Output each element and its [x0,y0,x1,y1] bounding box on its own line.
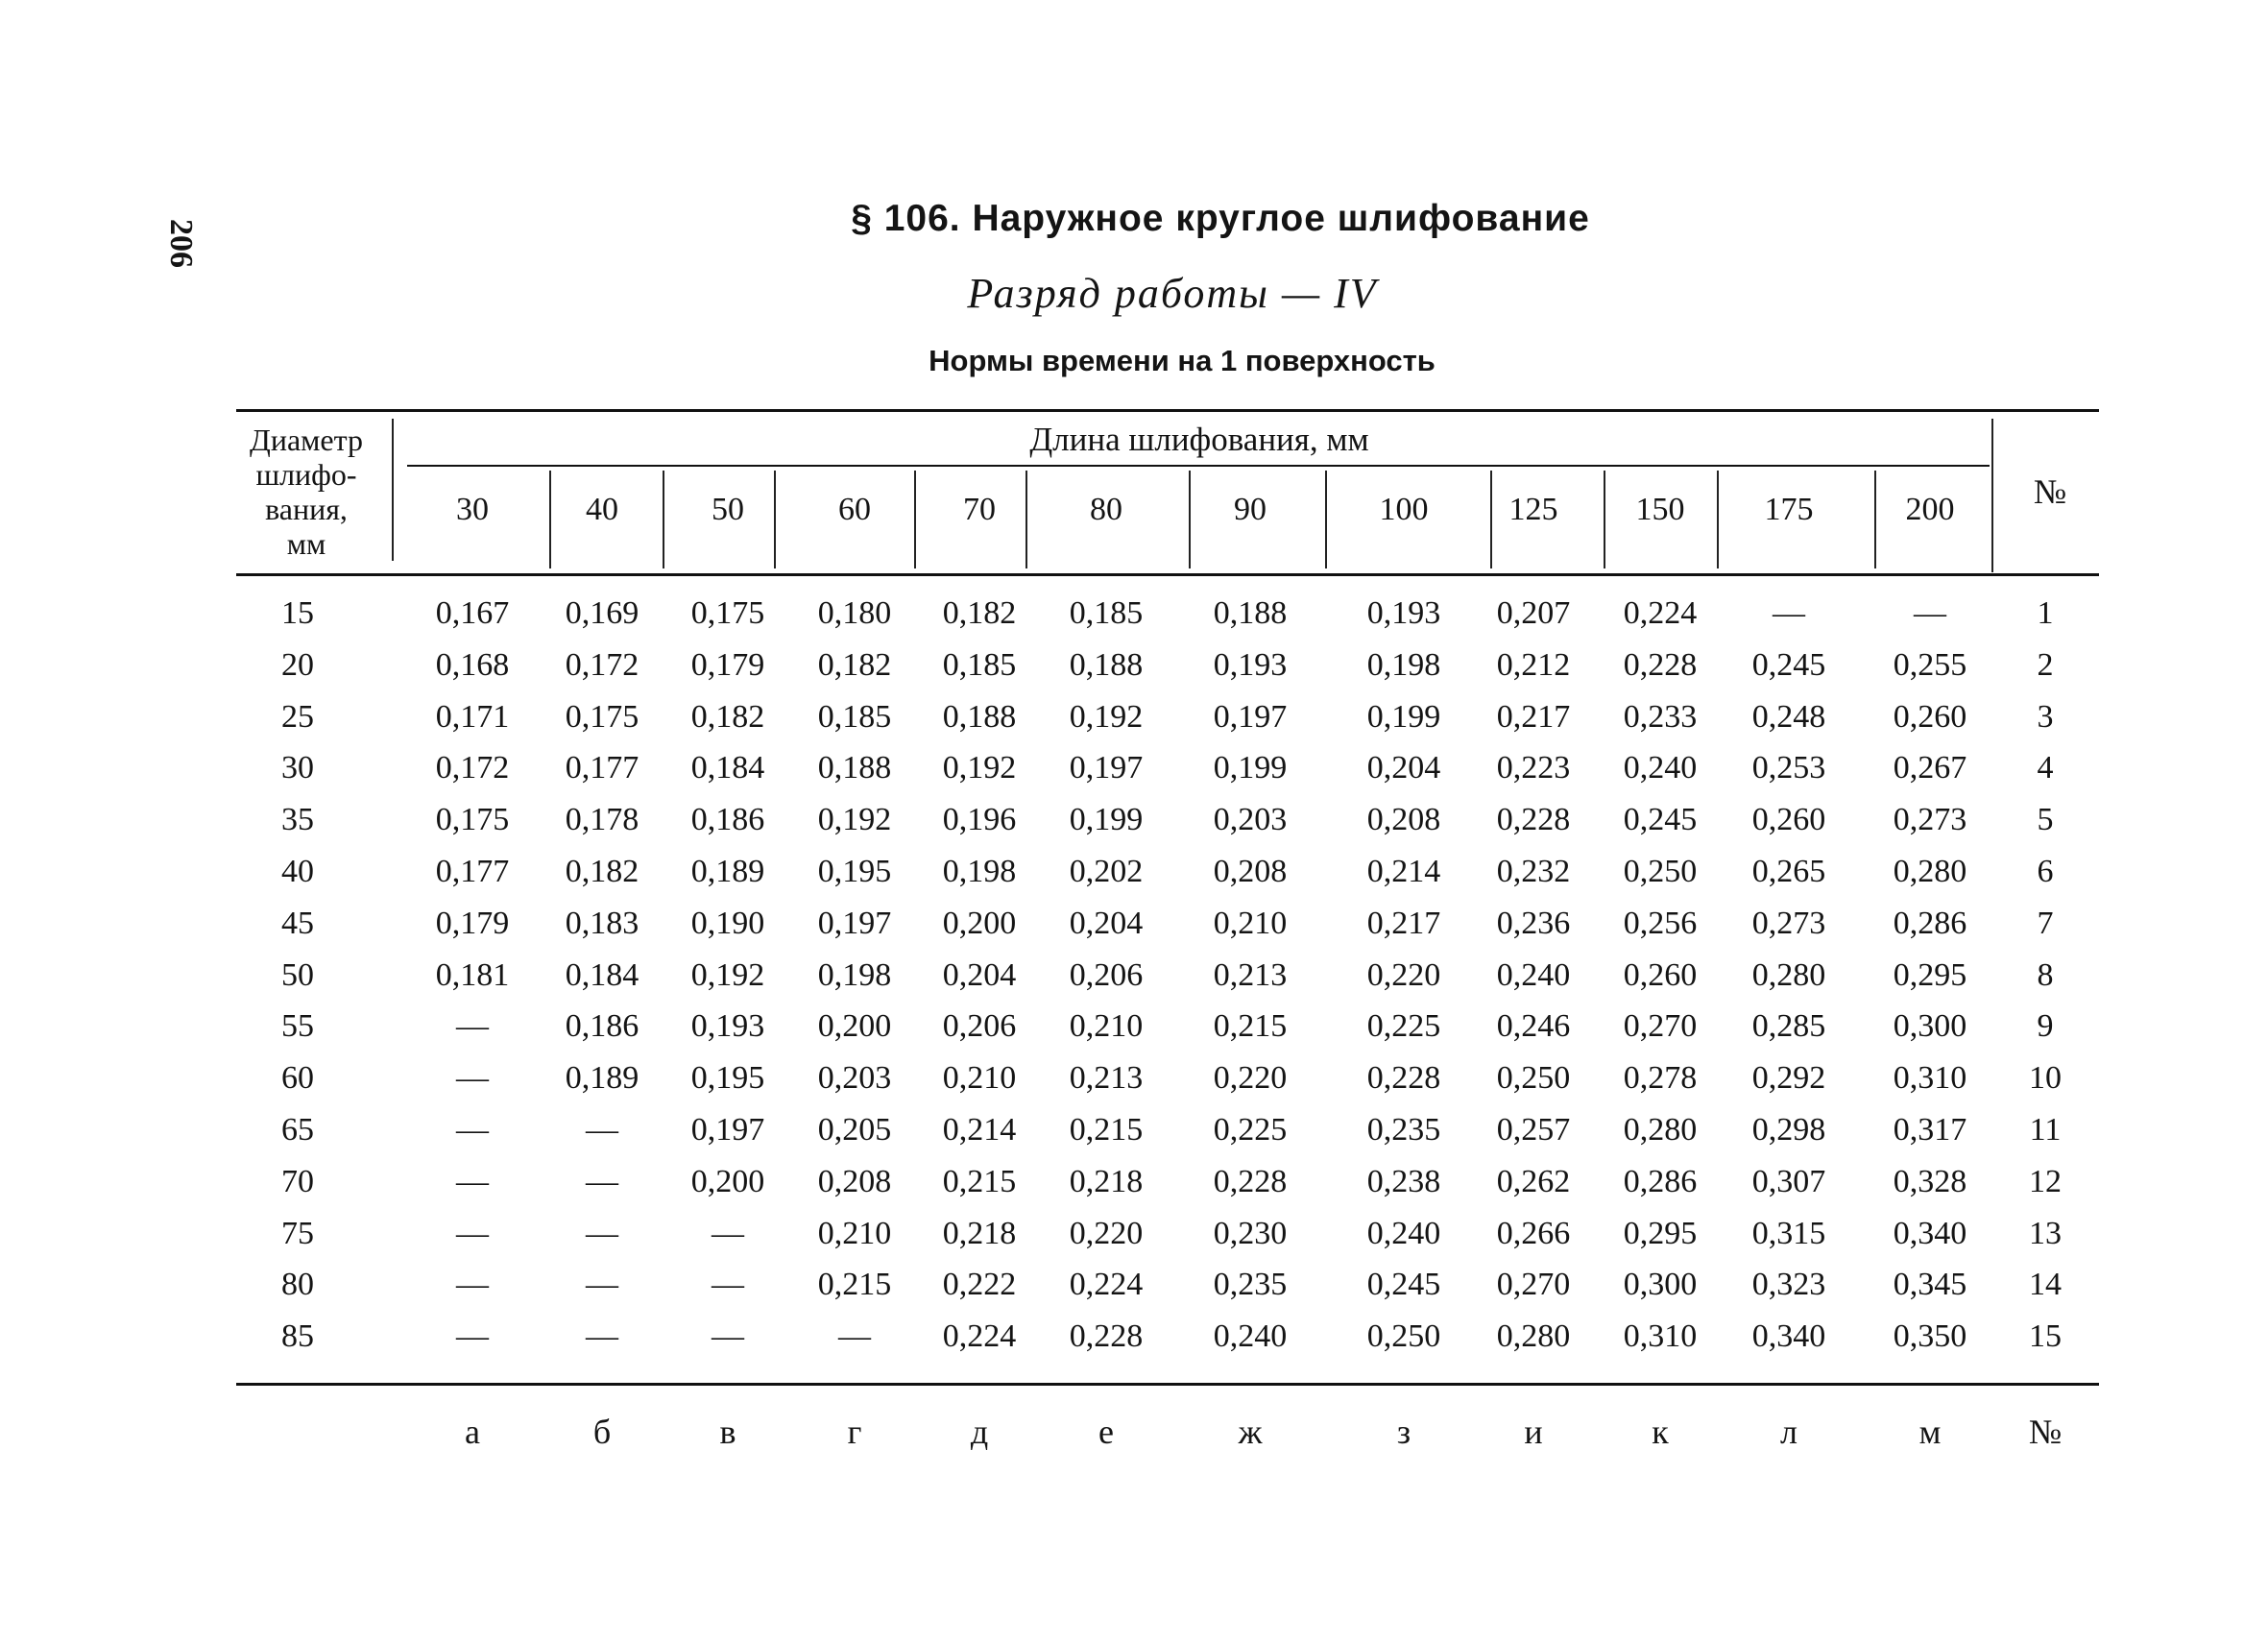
row-number-cell: 9 [2037,1008,2054,1045]
time-value-cell: — [586,1267,618,1303]
time-value-cell: 0,315 [1751,1215,1826,1251]
number-header: № [2033,472,2067,511]
time-value-cell: 0,204 [942,956,1017,993]
time-value-cell: 0,233 [1623,698,1698,735]
time-value-cell: — [456,1060,489,1097]
time-value-cell: 0,270 [1623,1008,1698,1045]
time-value-cell: — [586,1318,618,1355]
time-value-cell: 0,220 [1213,1060,1288,1097]
time-value-cell: 0,215 [817,1267,892,1303]
time-value-cell: 0,255 [1893,646,1967,683]
time-value-cell: 0,214 [1366,854,1441,889]
row-number-cell: 10 [2029,1060,2062,1097]
diameter-cell: 55 [281,1008,314,1045]
time-value-cell: — [712,1318,744,1355]
time-value-cell: 0,198 [817,956,892,993]
time-value-cell: 0,208 [1366,802,1441,838]
column-header: 175 [1764,492,1814,527]
time-value-cell: 0,210 [817,1215,892,1251]
column-header: 200 [1905,492,1955,527]
time-value-cell: 0,192 [1069,698,1144,735]
time-value-cell: 0,203 [1213,802,1288,838]
time-value-cell: 0,240 [1366,1215,1441,1251]
column-header: 125 [1508,492,1558,527]
time-value-cell: — [456,1318,489,1355]
time-value-cell: 0,246 [1496,1008,1571,1045]
time-value-cell: 0,228 [1366,1060,1441,1097]
diameter-cell: 40 [281,854,314,889]
diameter-cell: 65 [281,1112,314,1148]
time-value-cell: — [456,1215,489,1251]
time-value-cell: 0,280 [1496,1318,1571,1355]
time-value-cell: 0,182 [942,595,1017,631]
time-value-cell: 0,206 [942,1008,1017,1045]
time-value-cell: 0,190 [690,905,765,941]
column-letter: к [1652,1413,1669,1451]
time-value-cell: 0,222 [942,1267,1017,1303]
time-value-cell: 0,228 [1496,802,1571,838]
column-letter: д [970,1413,989,1451]
diameter-cell: 45 [281,905,314,941]
time-value-cell: 0,213 [1213,956,1288,993]
time-value-cell: 0,260 [1751,802,1826,838]
time-value-cell: 0,250 [1366,1318,1441,1355]
diameter-header-line: вания, [265,492,348,526]
time-value-cell: 0,175 [435,802,510,838]
time-value-cell: 0,228 [1623,646,1698,683]
time-value-cell: 0,192 [817,802,892,838]
time-value-cell: 0,206 [1069,956,1144,993]
row-number-cell: 14 [2029,1267,2062,1303]
time-value-cell: 0,205 [817,1112,892,1148]
time-value-cell: — [1773,595,1805,631]
table-top-rule [236,409,2099,412]
time-value-cell: 0,240 [1496,956,1571,993]
row-number-cell: 2 [2037,646,2054,683]
column-letter: и [1524,1413,1543,1451]
time-value-cell: 0,175 [690,595,765,631]
time-value-cell: 0,213 [1069,1060,1144,1097]
time-value-cell: 0,285 [1751,1008,1826,1045]
row-number-cell: 4 [2037,750,2054,786]
time-value-cell: 0,240 [1213,1318,1288,1355]
time-value-cell: 0,235 [1366,1112,1441,1148]
column-letter: м [1918,1413,1942,1451]
time-value-cell: 0,208 [1213,854,1288,889]
time-value-cell: — [838,1318,871,1355]
time-value-cell: 0,230 [1213,1215,1288,1251]
time-value-cell: 0,317 [1893,1112,1967,1148]
time-value-cell: 0,167 [435,595,510,631]
time-value-cell: 0,195 [817,854,892,889]
time-value-cell: 0,180 [817,595,892,631]
time-value-cell: 0,200 [817,1008,892,1045]
row-number-cell: 13 [2029,1215,2062,1251]
row-number-cell: 5 [2037,802,2054,838]
column-letter: е [1098,1413,1114,1451]
column-divider [1604,471,1605,568]
time-value-cell: 0,188 [942,698,1017,735]
time-value-cell: 0,215 [1069,1112,1144,1148]
time-value-cell: 0,256 [1623,905,1698,941]
time-value-cell: 0,223 [1496,750,1571,786]
time-value-cell: 0,217 [1366,905,1441,941]
time-value-cell: 0,177 [565,750,639,786]
time-value-cell: 0,265 [1751,854,1826,889]
time-value-cell: 0,260 [1893,698,1967,735]
time-value-cell: 0,196 [942,802,1017,838]
footer-number-label: № [2028,1413,2063,1451]
time-value-cell: 0,197 [1069,750,1144,786]
time-value-cell: 0,220 [1069,1215,1144,1251]
time-value-cell: 0,218 [942,1215,1017,1251]
time-value-cell: 0,199 [1213,750,1288,786]
time-value-cell: 0,295 [1893,956,1967,993]
time-value-cell: 0,197 [690,1112,765,1148]
diameter-cell: 35 [281,802,314,838]
column-letter: ж [1238,1413,1263,1451]
time-value-cell: 0,192 [942,750,1017,786]
time-value-cell: 0,207 [1496,595,1571,631]
table-caption: Нормы времени на 1 поверхность [929,344,1436,377]
section-title: § 106. Наружное круглое шлифование [851,198,1590,239]
time-value-cell: 0,292 [1751,1060,1826,1097]
time-value-cell: 0,185 [942,646,1017,683]
header-bottom-rule [236,573,2099,576]
time-value-cell: 0,307 [1751,1163,1826,1199]
column-letter: а [465,1413,480,1451]
time-value-cell: — [456,1267,489,1303]
column-letter: л [1780,1413,1798,1451]
time-value-cell: — [586,1163,618,1199]
time-value-cell: 0,218 [1069,1163,1144,1199]
time-value-cell: 0,328 [1893,1163,1967,1199]
page-number: 206 [163,219,199,268]
time-value-cell: 0,228 [1069,1318,1144,1355]
time-value-cell: 0,298 [1751,1112,1826,1148]
time-value-cell: 0,184 [565,956,639,993]
time-value-cell: 0,236 [1496,905,1571,941]
time-value-cell: 0,186 [690,802,765,838]
time-value-cell: — [456,1163,489,1199]
time-value-cell: 0,210 [942,1060,1017,1097]
time-value-cell: 0,280 [1751,956,1826,993]
time-value-cell: 0,266 [1496,1215,1571,1251]
time-value-cell: 0,193 [1213,646,1288,683]
time-value-cell: 0,188 [1069,646,1144,683]
column-header: 30 [456,492,489,527]
diameter-cell: 15 [281,595,314,631]
column-letter: б [592,1413,612,1451]
time-value-cell: 0,270 [1496,1267,1571,1303]
diameter-cell: 75 [281,1215,314,1251]
time-value-cell: 0,204 [1366,750,1441,786]
row-number-cell: 1 [2037,595,2054,631]
diameter-cell: 50 [281,956,314,993]
diameter-cell: 25 [281,698,314,735]
column-letter: з [1396,1413,1411,1451]
length-group-header: Длина шлифования, мм [1029,421,1369,458]
time-value-cell: 0,198 [1366,646,1441,683]
time-value-cell: 0,220 [1366,956,1441,993]
time-value-cell: 0,169 [565,595,639,631]
time-value-cell: 0,175 [565,698,639,735]
diameter-cell: 70 [281,1163,314,1199]
time-value-cell: 0,204 [1069,905,1144,941]
time-value-cell: 0,210 [1069,1008,1144,1045]
time-value-cell: — [712,1267,744,1303]
column-divider [1189,471,1191,568]
diameter-cell: 20 [281,646,314,683]
time-value-cell: 0,189 [565,1060,639,1097]
column-letter: в [719,1413,736,1451]
time-value-cell: 0,215 [942,1163,1017,1199]
time-value-cell: 0,214 [942,1112,1017,1148]
time-value-cell: 0,217 [1496,698,1571,735]
time-value-cell: 0,193 [690,1008,765,1045]
time-value-cell: 0,286 [1623,1163,1698,1199]
time-value-cell: 0,224 [1623,595,1698,631]
time-value-cell: 0,178 [565,802,639,838]
column-header: 150 [1635,492,1685,527]
time-value-cell: 0,200 [942,905,1017,941]
diameter-header-line: Диаметр [250,423,363,457]
time-value-cell: 0,350 [1893,1318,1967,1355]
time-value-cell: 0,202 [1069,854,1144,889]
column-header: 80 [1090,492,1122,527]
row-number-cell: 7 [2037,905,2054,941]
work-grade-subtitle: Разряд работы — IV [967,270,1378,317]
time-value-cell: 0,245 [1623,802,1698,838]
column-divider [549,471,551,568]
diameter-header-line: шлифо- [255,457,357,492]
time-value-cell: 0,179 [435,905,510,941]
time-value-cell: 0,280 [1893,854,1967,889]
time-value-cell: 0,323 [1751,1267,1826,1303]
time-value-cell: 0,203 [817,1060,892,1097]
column-header: 60 [838,492,871,527]
column-header: 100 [1379,492,1429,527]
time-value-cell: — [456,1112,489,1148]
row-number-cell: 8 [2037,956,2054,993]
time-value-cell: 0,197 [1213,698,1288,735]
column-header: 90 [1234,492,1267,527]
time-value-cell: — [586,1112,618,1148]
time-value-cell: — [456,1008,489,1045]
column-header: 70 [963,492,996,527]
time-value-cell: 0,168 [435,646,510,683]
column-divider [1874,471,1876,568]
time-value-cell: 0,197 [817,905,892,941]
header-divider-right [1991,419,1993,572]
row-number-cell: 3 [2037,698,2054,735]
time-value-cell: 0,189 [690,854,765,889]
time-value-cell: 0,224 [1069,1267,1144,1303]
time-value-cell: 0,245 [1366,1267,1441,1303]
time-value-cell: 0,340 [1893,1215,1967,1251]
time-value-cell: 0,245 [1751,646,1826,683]
column-letter: г [847,1413,862,1451]
diameter-cell: 30 [281,750,314,786]
time-value-cell: 0,215 [1213,1008,1288,1045]
time-value-cell: 0,171 [435,698,510,735]
time-value-cell: 0,248 [1751,698,1826,735]
time-value-cell: 0,238 [1366,1163,1441,1199]
time-value-cell: 0,295 [1623,1215,1698,1251]
time-value-cell: 0,267 [1893,750,1967,786]
time-value-cell: 0,273 [1893,802,1967,838]
table-bottom-rule [236,1383,2099,1386]
time-value-cell: 0,182 [565,854,639,889]
time-value-cell: 0,310 [1623,1318,1698,1355]
time-value-cell: 0,182 [690,698,765,735]
time-value-cell: 0,172 [435,750,510,786]
header-divider-left [392,419,394,561]
time-value-cell: 0,224 [942,1318,1017,1355]
row-number-cell: 15 [2029,1318,2062,1355]
time-value-cell: 0,181 [435,956,510,993]
time-value-cell: 0,345 [1893,1267,1967,1303]
time-value-cell: 0,172 [565,646,639,683]
time-value-cell: 0,225 [1213,1112,1288,1148]
time-value-cell: 0,210 [1213,905,1288,941]
time-value-cell: 0,250 [1496,1060,1571,1097]
time-value-cell: 0,179 [690,646,765,683]
time-value-cell: 0,235 [1213,1267,1288,1303]
column-divider [774,471,776,568]
time-value-cell: 0,193 [1366,595,1441,631]
row-number-cell: 11 [2029,1112,2062,1148]
time-value-cell: — [586,1215,618,1251]
time-value-cell: 0,300 [1893,1008,1967,1045]
time-value-cell: — [1914,595,1946,631]
time-value-cell: 0,199 [1366,698,1441,735]
diameter-header-line: мм [286,526,326,561]
time-value-cell: 0,177 [435,854,510,889]
time-value-cell: 0,198 [942,854,1017,889]
column-divider [1325,471,1327,568]
time-value-cell: 0,260 [1623,956,1698,993]
column-header: 50 [712,492,744,527]
column-divider [1717,471,1719,568]
time-value-cell: 0,186 [565,1008,639,1045]
time-value-cell: 0,253 [1751,750,1826,786]
row-number-cell: 12 [2029,1163,2062,1199]
time-value-cell: 0,185 [817,698,892,735]
time-value-cell: 0,192 [690,956,765,993]
time-value-cell: 0,212 [1496,646,1571,683]
time-value-cell: 0,228 [1213,1163,1288,1199]
time-value-cell: 0,257 [1496,1112,1571,1148]
time-value-cell: 0,184 [690,750,765,786]
time-value-cell: 0,300 [1623,1267,1698,1303]
column-header: 40 [586,492,618,527]
time-value-cell: 0,195 [690,1060,765,1097]
time-value-cell: 0,240 [1623,750,1698,786]
diameter-cell: 80 [281,1267,314,1303]
time-value-cell: 0,280 [1623,1112,1698,1148]
column-divider [1025,471,1027,568]
time-value-cell: 0,199 [1069,802,1144,838]
time-value-cell: 0,188 [817,750,892,786]
diameter-cell: 60 [281,1060,314,1097]
time-value-cell: 0,340 [1751,1318,1826,1355]
column-divider [914,471,916,568]
time-value-cell: — [712,1215,744,1251]
time-value-cell: 0,232 [1496,854,1571,889]
time-value-cell: 0,183 [565,905,639,941]
time-value-cell: 0,273 [1751,905,1826,941]
time-value-cell: 0,188 [1213,595,1288,631]
column-divider [663,471,664,568]
diameter-header [227,423,386,561]
time-value-cell: 0,278 [1623,1060,1698,1097]
time-value-cell: 0,250 [1623,854,1698,889]
row-number-cell: 6 [2037,854,2054,889]
time-value-cell: 0,208 [817,1163,892,1199]
time-value-cell: 0,262 [1496,1163,1571,1199]
time-value-cell: 0,200 [690,1163,765,1199]
time-value-cell: 0,286 [1893,905,1967,941]
group-header-rule [407,465,1990,467]
time-value-cell: 0,185 [1069,595,1144,631]
time-value-cell: 0,225 [1366,1008,1441,1045]
diameter-cell: 85 [281,1318,314,1355]
time-value-cell: 0,310 [1893,1060,1967,1097]
time-value-cell: 0,182 [817,646,892,683]
